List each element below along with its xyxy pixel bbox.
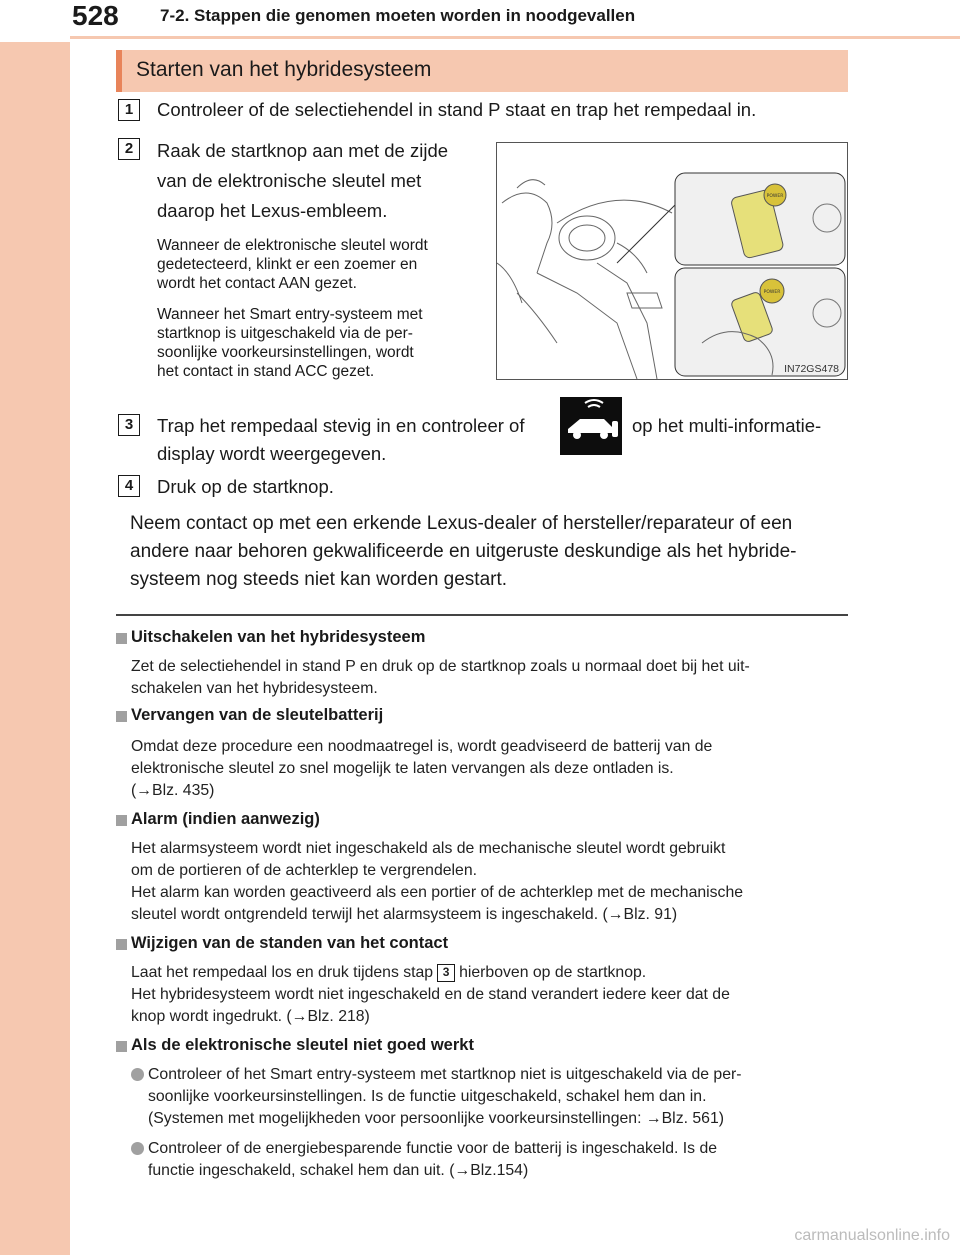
note-heading-4: Wijzigen van de standen van het contact [131,934,449,952]
note-4-line-1-before: Laat het rempedaal los en druk tijdens stap [131,964,434,981]
step-number-3: 3 [118,414,140,436]
square-bullet [116,711,127,722]
power-label-bottom: POWER [763,290,781,295]
note-heading-2: Vervangen van de sleutelbatterij [131,706,384,724]
section-divider [116,614,848,616]
square-bullet [116,815,127,826]
step-2-line-3: daarop het Lexus-embleem. [157,200,388,221]
illustration-code: IN72GS478 [784,363,839,375]
note-3-line-3: Het alarm kan worden geactiveerd als een portier of de achterklep met de mechanische [131,884,744,901]
step-2-note-1-line-1: Wanneer de elektronische sleutel wordt [157,237,428,254]
note-2-line-2: elektronische sleutel zo snel mogelijk te laten vervangen als deze ontladen is. [131,760,674,777]
step-number-1: 1 [118,99,140,121]
note-5-bullet-1-line-1: Controleer of het Smart entry-systeem met startknop niet is uitgeschakeld via de per- [148,1066,742,1083]
car-key-warning-icon [560,397,622,455]
square-bullet [116,1041,127,1052]
step-2-note-2-line-4: het contact in stand ACC gezet. [157,363,375,380]
circle-bullet [131,1142,144,1155]
power-label-top: POWER [766,194,784,199]
note-3-line-4: sleutel wordt ontgrendeld terwijl het alarmsysteem is ingeschakeld. (→Blz. 91) [131,906,678,923]
step-3-text-before: Trap het rempedaal stevig in en controleer of [157,415,525,436]
step-2-note-1-line-3: wordt het contact AAN gezet. [157,275,357,292]
step-2-line-2: van de elektronische sleutel met [157,170,422,191]
square-bullet [116,939,127,950]
note-5-bullet-1-line-2: soonlijke voorkeursinstellingen. Is de functie uitgeschakeld, schakel hem dan in. [148,1088,707,1105]
step-2-note-2-line-2: startknop is uitgeschakeld via de per- [157,325,413,342]
note-2-line-3: (→Blz. 435) [131,782,215,799]
inline-step-ref-3: 3 [437,964,455,982]
section-title: Starten van het hybridesysteem [136,58,432,81]
step-2-note-2-line-1: Wanneer het Smart entry-systeem met [157,306,423,323]
step-3-text-after: op het multi-informatie- [632,415,822,436]
note-5-bullet-2-line-2: functie ingeschakeld, schakel hem dan uit. (→Blz.154) [148,1162,529,1179]
note-4-line-3: knop wordt ingedrukt. (→Blz. 218) [131,1008,370,1025]
step-3-line-2: display wordt weergegeven. [157,443,387,464]
site-watermark: carmanualsonline.info [794,1227,950,1244]
closing-line-2: andere naar behoren gekwalificeerde en uitgeruste deskundige als het hybride- [130,541,797,562]
step-number-4: 4 [118,475,140,497]
step-2-note-1-line-2: gedetecteerd, klinkt er een zoemer en [157,256,418,273]
note-3-line-2: om de portieren of de achterklep te vergrendelen. [131,862,477,879]
note-2-line-1: Omdat deze procedure een noodmaatregel is, wordt geadviseerd de batterij van de [131,738,713,755]
note-5-bullet-2-line-1: Controleer of de energiebesparende functie voor de batterij is ingeschakeld. Is de [148,1140,718,1157]
circle-bullet [131,1068,144,1081]
page-margin-band [0,0,70,1255]
step-number-2: 2 [118,138,140,160]
note-1-line-1: Zet de selectiehendel in stand P en druk op de startknop zoals u normaal doet bij het uit- [131,658,750,675]
step-4-text: Druk op de startknop. [157,476,334,497]
step-1-text: Controleer of de selectiehendel in stand P staat en trap het rempedaal in. [157,99,757,120]
page-number: 528 [72,0,119,31]
note-4-line-2: Het hybridesysteem wordt niet ingeschakeld en de stand verandert iedere keer dat de [131,986,730,1003]
section-banner [116,50,848,92]
note-4-line-1-after: hierboven op de startknop. [459,964,647,981]
note-3-line-1: Het alarmsysteem wordt niet ingeschakeld als de mechanische sleutel wordt gebruikt [131,840,726,857]
note-4-line-1 [131,962,848,984]
note-heading-3: Alarm (indien aanwezig) [131,810,320,828]
note-1-line-2: schakelen van het hybridesysteem. [131,680,378,697]
driver-interior-drawing [497,143,847,379]
header-rule [70,36,960,39]
square-bullet [116,633,127,644]
start-button-illustration [496,142,848,380]
note-5-bullet-1-line-3: (Systemen met mogelijkheden voor persoonlijke voorkeursinstellingen: →Blz. 561) [148,1110,724,1127]
note-heading-5: Als de elektronische sleutel niet goed werkt [131,1036,474,1054]
closing-line-3: systeem nog steeds niet kan worden gestart. [130,569,508,590]
step-2-line-1: Raak de startknop aan met de zijde [157,140,449,161]
step-2-note-2-line-3: soonlijke voorkeursinstellingen, wordt [157,344,414,361]
closing-line-1: Neem contact op met een erkende Lexus-dealer of hersteller/reparateur of een [130,513,793,534]
note-heading-1: Uitschakelen van het hybridesysteem [131,628,426,646]
chapter-title: 7-2. Stappen die genomen moeten worden in noodgevallen [160,6,636,25]
